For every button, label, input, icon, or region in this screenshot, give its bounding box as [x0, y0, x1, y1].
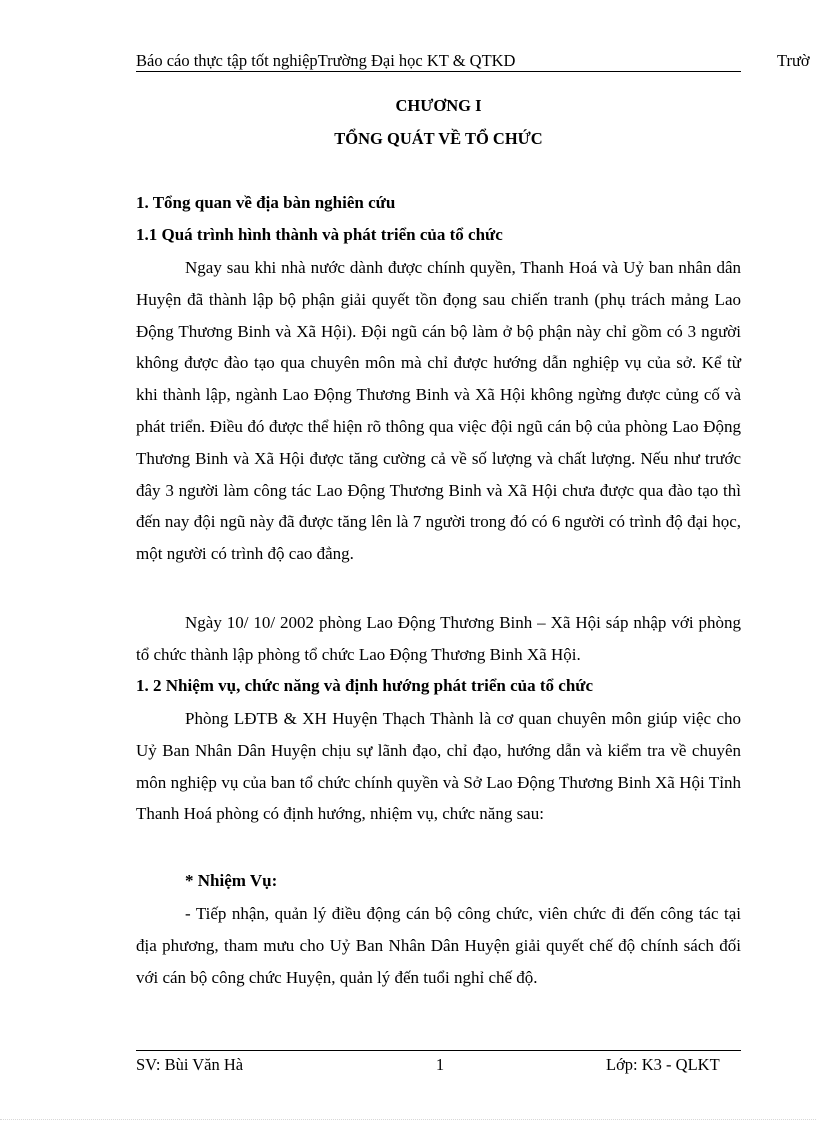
paragraph-merger: Ngày 10/ 10/ 2002 phòng Lao Động Thương Binh – Xã Hội sáp nhập với phòng tổ chức thành lập phòng tổ chức Lao Động Thương Binh Xã Hội.	[136, 613, 741, 664]
paragraph-duty-1: - Tiếp nhận, quản lý điều động cán bộ công chức, viên chức đi đến công tác tại địa phương, tham mưu cho Uỷ Ban Nhân Dân Huyện giải quyết chế độ chính sách đối với cán bộ công chức Huyện, quản lý đến tuổi nghỉ chế độ.	[136, 904, 741, 987]
page-bottom-edge	[0, 1119, 816, 1120]
header-divider	[136, 71, 741, 72]
duties-heading: * Nhiệm Vụ:	[185, 871, 278, 890]
footer-divider	[136, 1050, 741, 1051]
footer-class: Lớp: K3 - QLKT	[606, 1055, 720, 1074]
section-heading: 1. Tổng quan về địa bàn nghiên cứu	[136, 193, 396, 212]
page-number: 1	[435, 1055, 445, 1074]
running-header-left: Báo cáo thực tập tốt nghiệpTrường Đại học KT & QTKD	[136, 51, 516, 70]
paragraph-role: Phòng LĐTB & XH Huyện Thạch Thành là cơ quan chuyên môn giúp việc cho Uỷ Ban Nhân Dân Huyện chịu sự lãnh đạo, chỉ đạo, hướng dẫn và kiểm tra về chuyên môn nghiệp vụ của ban tổ chức chính quyền và Sở Lao Động Thương Binh Xã Hội Tỉnh Thanh Hoá phòng có định hướng, nhiệm vụ, chức năng sau:	[136, 709, 741, 824]
subsection-heading-1-1: 1.1 Quá trình hình thành và phát triển của tổ chức	[136, 225, 503, 244]
chapter-number: CHƯƠNG I	[395, 96, 482, 115]
chapter-title: TỔNG QUÁT VỀ TỔ CHỨC	[334, 129, 543, 148]
running-header-right: Trườ	[777, 51, 810, 70]
paragraph-history: Ngay sau khi nhà nước dành được chính quyền, Thanh Hoá và Uỷ ban nhân dân Huyện đã thành lập bộ phận giải quyết tồn đọng sau chiến tranh (phụ trách mảng Lao Động Thương Binh và Xã Hội). Đội ngũ cán bộ làm ở bộ phận này chỉ gồm có 3 người không được đào tạo qua chuyên môn mà chỉ được hướng dẫn nghiệp vụ của sở. Kể từ khi thành lập, ngành Lao Động Thương Binh và Xã Hội không ngừng được củng cố và phát triển. Điều đó được thể hiện rõ thông qua việc đội ngũ cán bộ của phòng Lao Động Thương Binh và Xã Hội được tăng cường cả về số lượng và chất lượng. Nếu như trước đây 3 người làm công tác Lao Động Thương Binh và Xã Hội chưa được qua đào tạo thì đến nay đội ngũ này đã được tăng lên là 7 người trong đó có 6 người có trình độ đại học, một người có trình độ cao đẳng.	[136, 258, 741, 564]
footer-student-name: SV: Bùi Văn Hà	[136, 1055, 244, 1074]
subsection-heading-1-2: 1. 2 Nhiệm vụ, chức năng và định hướng phát triển của tổ chức	[136, 676, 594, 695]
